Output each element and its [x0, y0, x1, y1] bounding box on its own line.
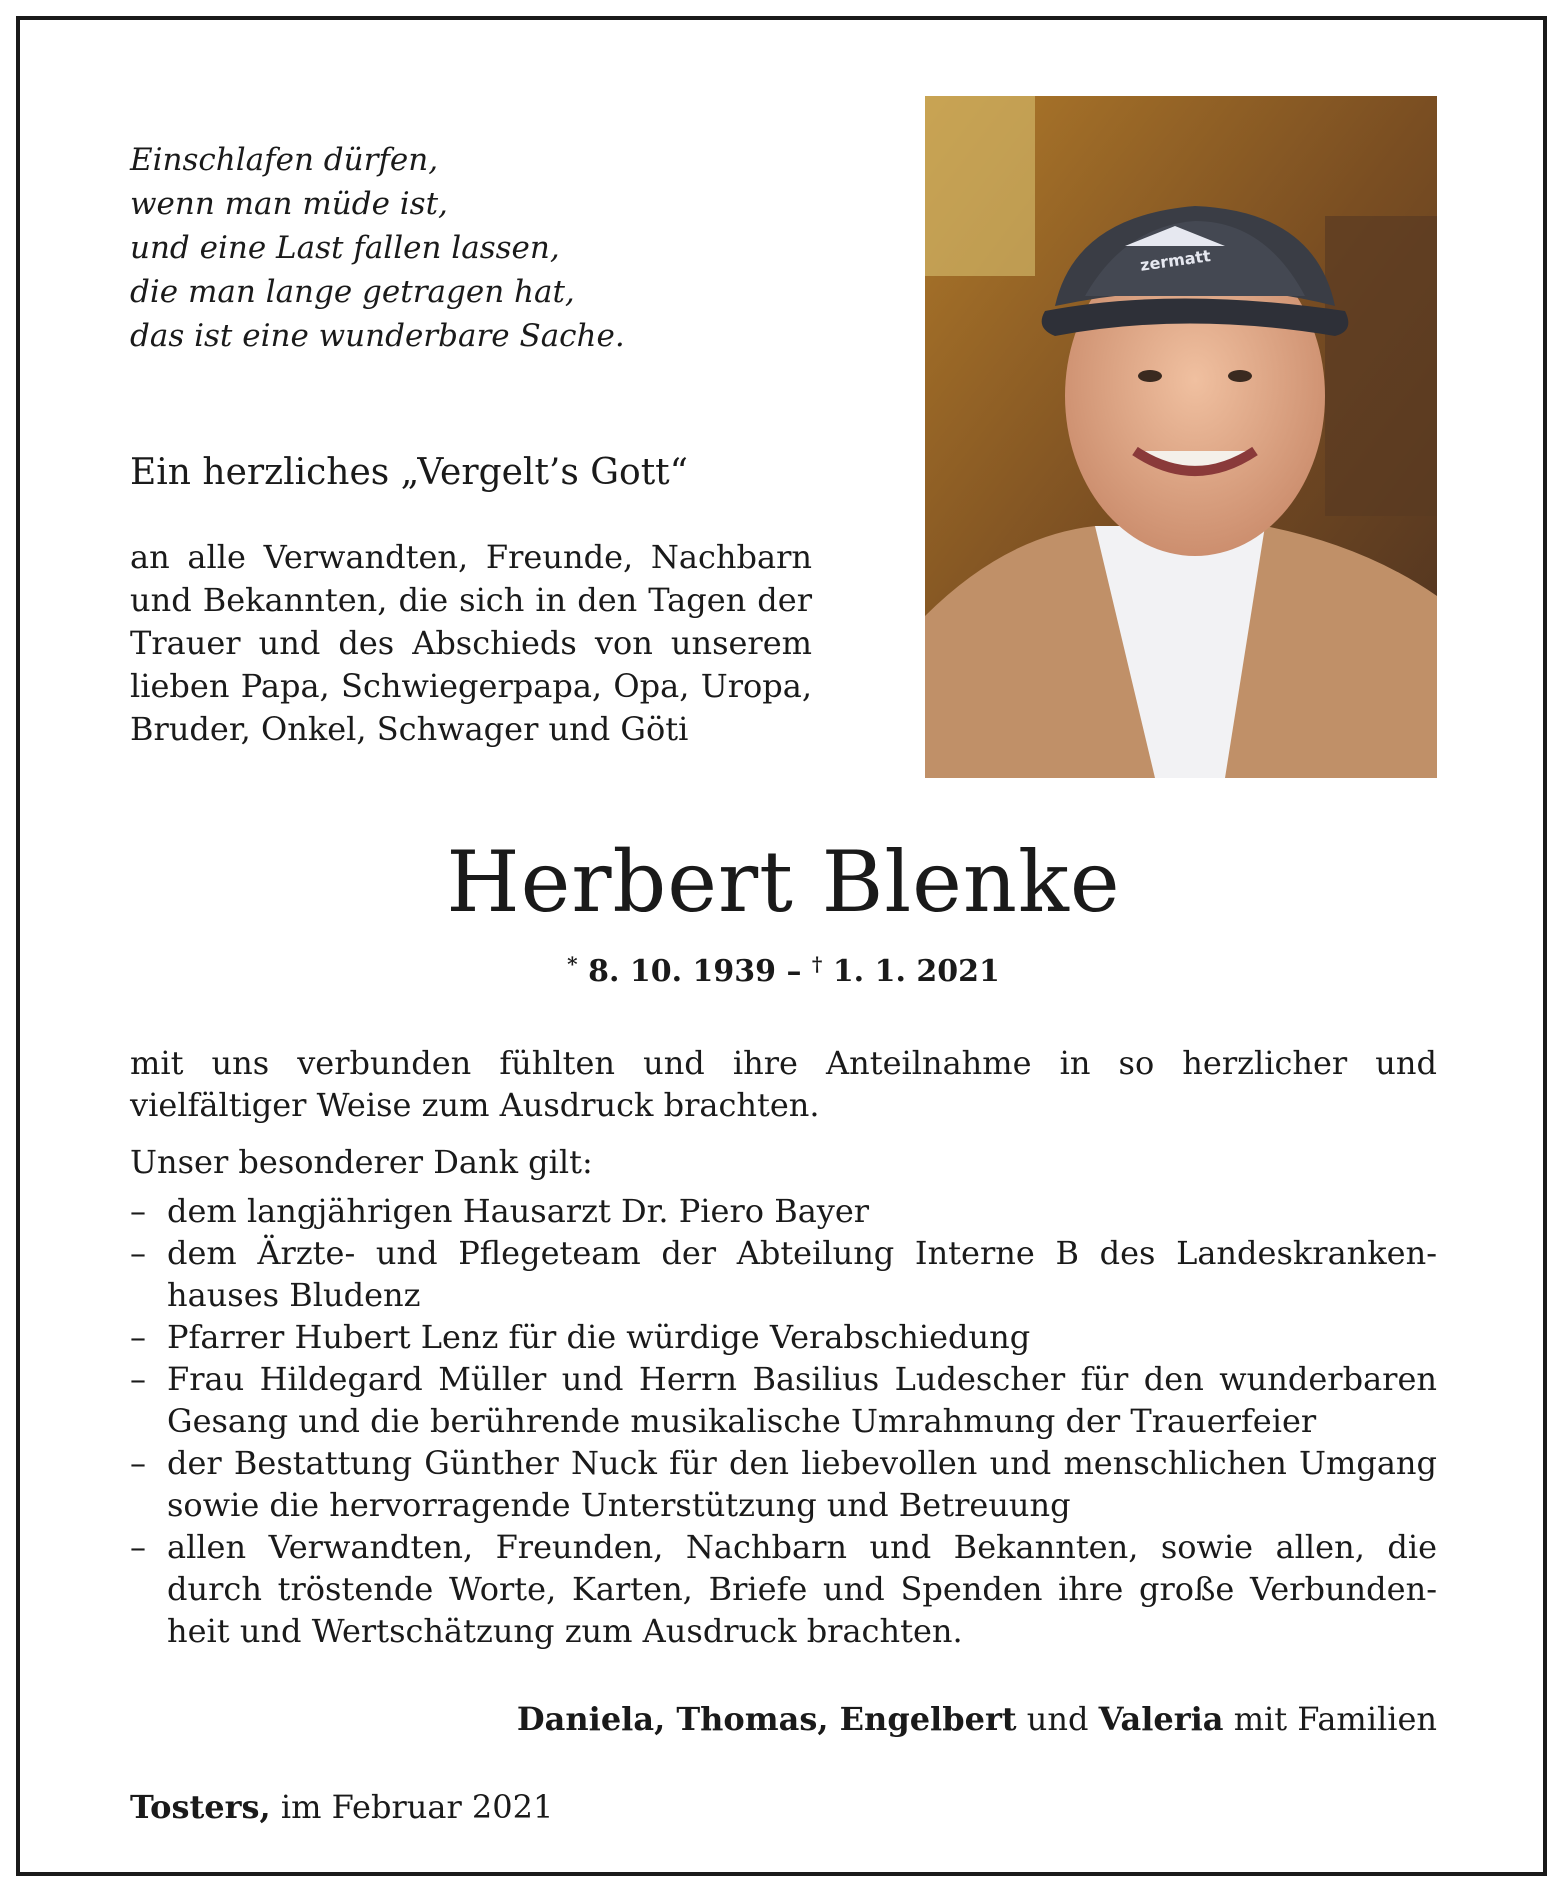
birth-symbol: *	[567, 952, 578, 976]
signer-name: Thomas	[676, 1700, 818, 1738]
signer-suffix: mit Familien	[1223, 1700, 1437, 1738]
thanks-heading: Unser besonderer Dank gilt:	[130, 1143, 593, 1181]
poem-line: wenn man müde ist,	[130, 186, 448, 222]
poem-line: die man lange getragen hat,	[130, 274, 575, 310]
poem-line: und eine Last fallen lassen,	[130, 230, 560, 266]
death-symbol: †	[811, 952, 823, 976]
cap-logo-text: zermatt	[1138, 246, 1212, 275]
list-item: – dem langjährigen Hausarzt Dr. Piero Bayer	[130, 1190, 1437, 1232]
list-item: – Frau Hildegard Müller und Herrn Basilius Ludescher für den wunderbaren Gesang und die berührende musikalische Umrahmung der Trauerfeier	[130, 1358, 1437, 1442]
poem-line: Einschlafen dürfen,	[130, 142, 439, 178]
deceased-name: Herbert Blenke	[446, 833, 1121, 931]
body-paragraph: mit uns verbunden fühlten und ihre Anteilnahme in so herzlicher und vielfältiger Weise zum Ausdruck brachten.	[130, 1044, 1437, 1124]
signer-name: Valeria	[1098, 1700, 1224, 1738]
list-item: – der Bestattung Günther Nuck für den liebevollen und menschlichen Umgang sowie die hervorragende Unterstützung und Betreuung	[130, 1442, 1437, 1526]
signer-conjunction: und	[1016, 1700, 1099, 1738]
signer-name: Engelbert	[839, 1700, 1017, 1738]
signer-name: Daniela	[516, 1700, 655, 1738]
headline: Ein herzliches „Vergelt’s Gott“	[130, 452, 689, 493]
signature	[517, 1700, 1437, 1738]
list-item: – dem Ärzte- und Pflegeteam der Abteilung Interne B des Landeskrankenhauses Bludenz	[130, 1232, 1437, 1316]
birth-date: 8. 10. 1939	[588, 954, 776, 989]
date-separator: –	[786, 954, 802, 989]
intro-paragraph: an alle Verwandten, Freunde, Nachbarn und Bekannten, die sich in den Tagen der Trauer und des Abschieds von unserem lieben Papa, Schwiegerpapa, Opa, Uropa, Bruder, Onkel, Schwager und Göti	[130, 538, 812, 748]
death-date: 1. 1. 2021	[832, 954, 1000, 989]
list-item: – allen Verwandten, Freunden, Nachbarn und Bekannten, sowie allen, die durch tröstende Worte, Karten, Briefe und Spenden ihre große Verbundenheit und Wertschätzung zum Ausdruck brachten.	[130, 1526, 1437, 1652]
portrait-photo	[925, 96, 1437, 778]
signer-separator: ,	[654, 1700, 677, 1738]
thanks-list	[130, 1190, 1437, 1652]
list-item: – Pfarrer Hubert Lenz für die würdige Verabschiedung	[130, 1316, 1437, 1358]
place-and-date	[130, 1788, 553, 1826]
poem	[130, 138, 770, 358]
place-date: im Februar 2021	[270, 1788, 554, 1826]
place-town: Tosters,	[130, 1788, 271, 1826]
body-text	[130, 1042, 1437, 1126]
signer-separator: ,	[817, 1700, 840, 1738]
life-dates	[0, 952, 1567, 989]
poem-line: das ist eine wunderbare Sache.	[130, 318, 625, 354]
